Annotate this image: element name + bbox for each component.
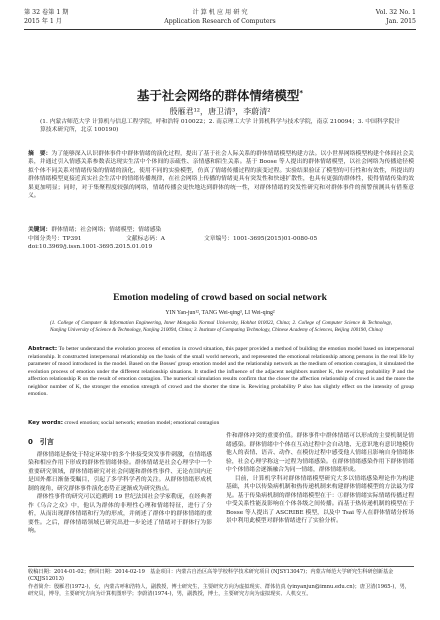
footnote: 收稿日期：2014-01-02；修回日期：2014-02-19 基金项目：内蒙古自治区高等学校科学技术研究项目 (NJSY13047)；内蒙古师范大学研究生科研创新基金 (CXJJS12013) 作者简介：殷雁君(1972-)，女，内蒙古呼和浩特人，副教授，博士研究生，主要研究方向为虚拟现实、群体仿真 (yinyanjun@imnu.edu.cn)；唐卫清(1965-)，男，研究员，博导，主要研究方向为计算机图形学；李蔚清(1974-)，男，副教授，博士，主要研究方向为虚拟现实、人机交互。 <box>28 566 414 599</box>
paper-title-text: 基于社会网络的群体情绪模型 <box>136 88 300 103</box>
title-footnote-mark: * <box>299 88 304 97</box>
journal-header <box>24 7 416 30</box>
clc-number: 中图分类号：TP391 <box>28 236 82 242</box>
body-paragraph: 件和群体冲突的重要价值。群体事件中群体情绪可以形成的主要机制是情绪感染。群体情绪中个体在互动过程中会自动地、无意识地有意识地模仿他人的表情、语音、动作、在模仿过程中感受他人情绪且影响自身情绪体验，社会心理学称这一过程为情绪感染。在群体情绪感染作用下群体情绪中个体情绪会逐渐融合为同一情绪，群体情绪形成。 <box>226 433 414 473</box>
header-journal-name: 计 算 机 应 用 研 究 Application Research of Computers <box>164 9 276 25</box>
author-list: 殷雁君¹²，唐卫清³，李蔚清² <box>169 107 271 116</box>
english-abstract-text: To better understand the evolution process of emotion in crowd situation, this paper provided a method of building the emotion model based on interpersonal relationship. It constructed interpersonal relationship on the basis of the small world network, and represented the emotional relationship among persons in the real life by parameter of mood introduced in the model. Based on the Bosses' group emotion model and the relationship network as the medium of emotion contagion, it simulated the evolution process of emotion under the different relationship situations. It studied the influence of the adjacent neighbors number K, the rewiring probability P and the affection relationship R on the result of emotion contagion. The numerical simulation results confirm that the closer the affection relationship of crowd is and the more the neighbor number of K, the stronger the emotion strength of crowd and the shorter the time is. Rewiring probability P also has slightly effect on the intensity of group emotion. <box>28 346 414 397</box>
english-abstract-block <box>28 346 414 399</box>
abstract-block <box>28 150 414 200</box>
body-paragraph: 群体情绪是指处于特定环境中的多个体接受突发事件刺激，在情绪感染和相应作用下形成的群体性情绪体验。群体情绪是社会心理学中一个重要研究领域，群体情绪研究对社会问题和群体性事件、无论在国内还是国外都日渐备受瞩目，引起了多学科学者的关注。从群体情绪形成机制的视角，研究群体事件演化态势正逐渐成为研究热点。 <box>28 451 212 492</box>
affiliations: (1. 内蒙古师范大学 计算机与信息工程学院，呼和浩特 010022；2. 南京理工大学 计算机科学与技术学院，南京 210094；3. 中国科学院计算技术研究所，北京 100190) <box>40 119 401 134</box>
body-paragraph: 群体性事件的研究可以追溯到 19 世纪法国社会学家勒庞，在经典著作《乌合之众》中，他认为群体的非理性心理和情绪特征，进行了分析，从而出现群体情绪和行为的形成，并阐述了群体中的群体情绪的重要性。之后，群体情绪领域已研究出进一步论述了情绪对于群体行为影响。 <box>28 494 212 534</box>
abstract-text: 为了能够深入认识群体事件中群体情绪的演化过程，提出了基于社会人际关系的群体情绪模型构建方法。以小世界网络模型构建个体间社会关系，并通过引入情感关系参数表达现实生活中个体间的亲疏性、亲情感和陌生关系。基于 Boose 等人提出的群体情绪模型，以社会网络为传播途径模拟个体不同关系对情绪传染的情绪的演化，使用不同的实验模型，仿真了情绪传播过程的演变过程。实验结果验证了模型的可行性和有效性，所提出的群体情绪模型更接近真实社会生活中的情绪传播规律，在社会网络上传播的情绪更具有突发性和快速扩散性，也具有更强的群体性，使得情绪传染的效果更加明显；同时，对于集聚程度较强的网络，情绪传播会更快地达到群体的统一性，对群体情绪的突发性研究和对群体事件的预警预测具有借鉴意义。 <box>28 151 414 200</box>
section-heading: 0 引言 <box>28 438 54 446</box>
english-affiliations: (1. College of Computer & Information Engineering, Inner Mongolia Normal University, Hohhot 010022, China; 2. College of Computer Science & Technology, Nanjing University of Science & Technology, Nanjing 210094, China; 3. Institute of Computing Technology, Chinese Academy of Sciences, Beijing 100190, China) <box>50 320 392 334</box>
english-authors: YIN Yan-jun¹², TANG Wei-qing³, LI Wei-qing² <box>165 310 275 316</box>
english-keywords-label: Key words: <box>28 420 63 426</box>
classification-line <box>28 235 414 252</box>
header-volume-en: Vol. 32 No. 1 Jan. 2015 <box>375 9 416 25</box>
abstract-label: 摘 要： <box>28 151 52 157</box>
right-column <box>226 432 414 526</box>
header-volume: 第 32 卷第 1 期 2015 年 1 月 <box>24 9 69 25</box>
keywords-text: 群体情绪；社会网络；情绪模型；情绪感染 <box>51 227 162 233</box>
keywords-label: 关键词： <box>28 227 52 233</box>
left-column <box>28 432 212 536</box>
article-number: 文章编号：1001-3695(2015)01-0080-05 <box>204 236 318 242</box>
english-title: Emotion modeling of crowd based on social network <box>113 292 327 303</box>
english-keywords-line <box>28 420 414 428</box>
doc-code: 文献标志码：A <box>126 236 165 242</box>
body-paragraph: 目前，计算机学科对群体情绪模型研究大多以情绪感染理论作为构建基础，其中以传染病机制和热传递机制来构建群体情绪模型的方法最为常见。基于传染病机制的群体情绪模型在于：①群体情绪实际情绪传播过程中受关系性能及影响在个体各级之间传播。而基于热传递机制的模型在于 Bosse 等人提出了 ASCRIBE 模型，以及中 Tsai 等人在群体情绪分析场景中利用此模型对群体情绪进行了实验分析。 <box>226 475 414 524</box>
english-abstract-label: Abstract: <box>28 346 58 352</box>
english-keywords-text: crowd emotion; social network; emotion model; emotional contagion <box>64 420 220 426</box>
paper-title <box>0 86 440 104</box>
keywords-line <box>28 226 414 234</box>
doi: doi:10.3969/j.issn.1001-3695.2015.01.019 <box>28 244 153 251</box>
